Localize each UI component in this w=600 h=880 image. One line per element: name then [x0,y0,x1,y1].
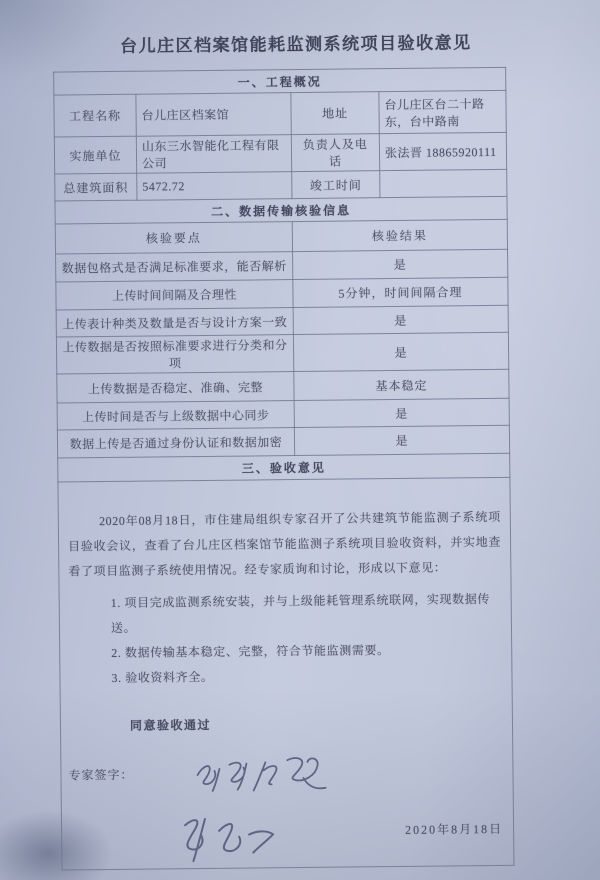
check-result: 是 [293,305,508,334]
handwritten-signature-1 [191,750,342,802]
check-result: 5分钟，时间间隔合理 [293,277,508,307]
expert-signature-row [68,748,508,803]
check-item: 上传时间是否与上级数据中心同步 [57,401,294,430]
acceptance-form-table [53,67,514,871]
opinion-list [65,587,507,692]
field-value-address: 台儿庄区台二十路东，台中路南 [379,90,506,133]
field-label-completion-time: 竣工时间 [292,171,380,199]
field-label-project-name: 工程名称 [54,94,136,137]
document-title: 台儿庄区档案馆能耗监测系统项目验收意见 [120,33,472,56]
handwritten-signature-2 [175,808,286,867]
section3-header: 三、验收意见 [58,453,510,482]
check-item: 上传数据是否按照标准要求进行分类和分项 [56,335,293,374]
field-value-project-name: 台儿庄区档案馆 [136,93,291,137]
section2-column-header-row [55,219,507,254]
check-item: 上传表计种类及数量是否与设计方案一致 [56,308,293,337]
opinion-item: 1. 项目完成监测系统安装，并与上级能耗管理系统联网，实现数据传送。 [110,592,490,635]
opinion-paragraph: 2020年08月18日，市住建局组织专家召开了公共建筑节能监测子系统项目验收会议，查看了台儿庄区档案馆节能监测子系统项目验收资料，并实地查看了项目监测子系统使用情况。经专家质询和讨论，形成以下意见： [68,509,502,579]
check-item: 上传时间间隔及合理性 [56,280,293,310]
table-row [54,90,506,137]
check-result: 是 [293,332,508,371]
section3-body-row [58,477,514,870]
field-label-floor-area: 总建筑面积 [55,173,137,201]
table-row [57,369,509,403]
field-label-implementing-unit: 实施单位 [54,136,136,174]
check-item: 数据上传是否通过身份认证和数据加密 [57,428,294,458]
column-header-check-item: 核验要点 [55,222,292,254]
conclusion-text: 同意验收通过 [129,717,212,733]
check-result: 基本稳定 [294,369,509,400]
field-label-address: 地址 [291,92,379,135]
table-row [56,332,508,374]
field-value-floor-area: 5472.72 [137,172,292,201]
field-value-contact: 张法晋 18865920111 [379,132,506,170]
check-result: 是 [294,425,509,455]
field-value-implementing-unit: 山东三水智能化工程有限公司 [136,135,291,174]
check-item: 数据包格式是否满足标准要求，能否解析 [56,252,293,282]
opinion-item: 2. 数据传输基本稳定、完整，符合节能监测需要。 [111,643,390,660]
section2-header: 二、数据传输核验信息 [55,196,507,224]
acceptance-opinion-cell [58,477,514,870]
section1-header: 一、工程概况 [54,67,506,95]
signature-label: 专家签字： [68,767,134,783]
acceptance-date: 2020年8月18日 [405,821,504,837]
opinion-item: 3. 验收资料齐全。 [111,669,214,685]
check-result: 是 [294,398,509,427]
column-header-check-result: 核验结果 [292,219,507,251]
field-label-contact: 负责人及电话 [291,134,379,172]
table-row [54,132,506,174]
check-result: 是 [293,249,508,279]
field-value-completion-time [380,169,507,197]
check-item: 上传数据是否稳定、准确、完整 [57,372,294,403]
